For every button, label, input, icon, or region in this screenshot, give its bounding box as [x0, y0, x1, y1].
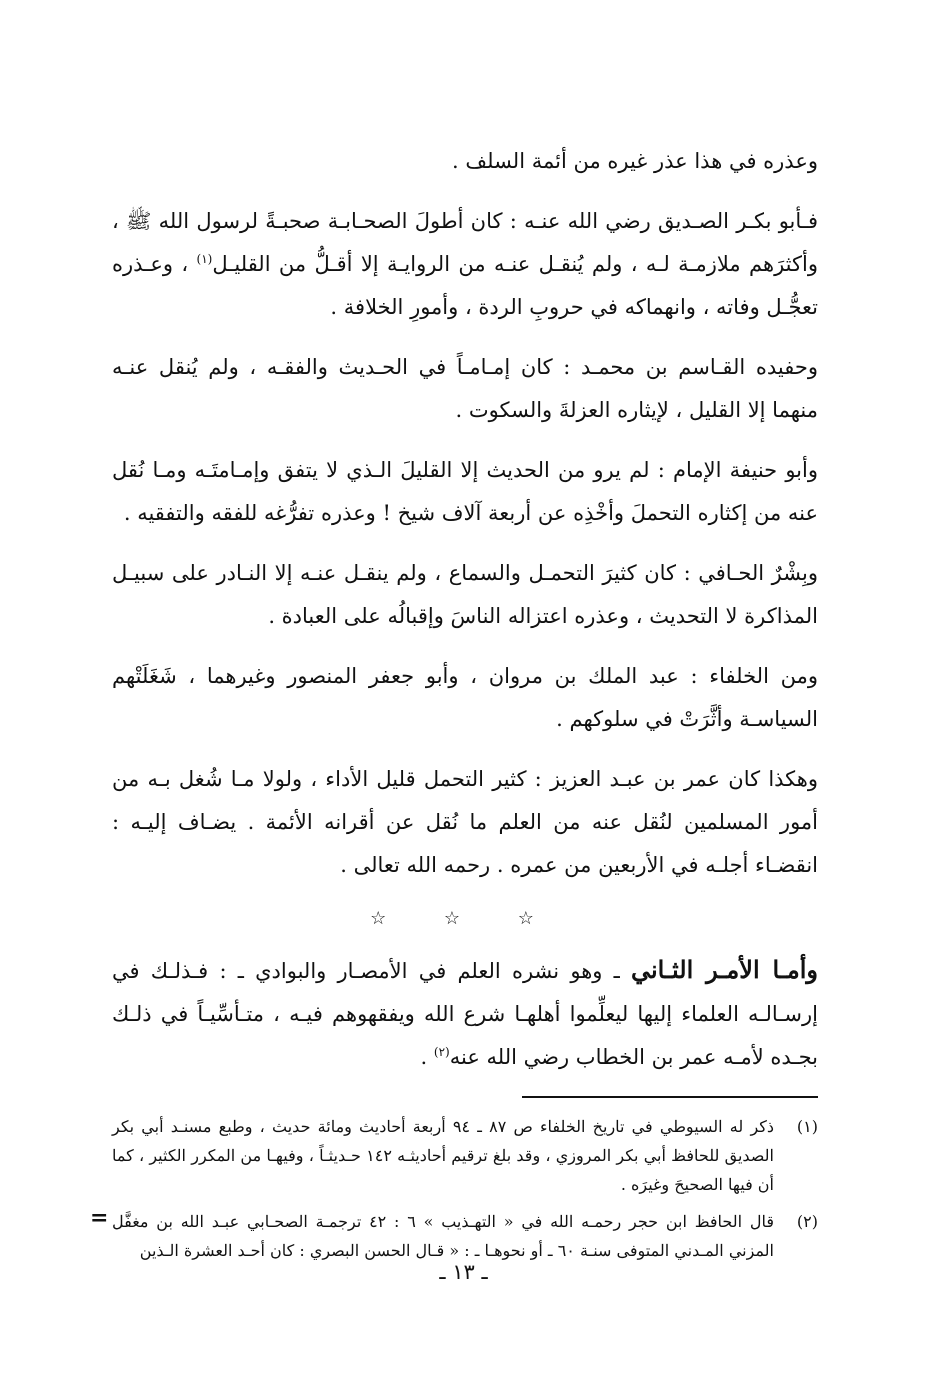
footnote-number: (١): [796, 1116, 818, 1136]
footnote-number: (٢): [796, 1211, 818, 1231]
paragraph-text: فـأبو بكـر الصـديق رضي الله عنـه : كان أطولَ الصحـابـة صحبـةً لرسول الله ﷺ ، وأكثرَهم ملازمـة لـه ، ولم يُنقـل عنـه من الروايـة إلا أقـلُّ من القليـل: [112, 209, 818, 276]
paragraph-text: .: [420, 1045, 434, 1069]
paragraph-text: ـ وهو نشره العلم في الأمصـار والبوادي ـ : فـذلـك في إرسـالـه العلماء إليها ليعلِّموا أهلهـا شرع الله ويفقهوهم فيـه ، متـأسِّيـاً في ذلـك بجـده لأمـه عمر بن الخطاب رضي الله عنه: [112, 959, 818, 1069]
paragraph-text: ، وعـذره تعجُّـل وفاته ، وانهماكه في حروبِ الردة ، وأمورِ الخلافة .: [112, 252, 818, 319]
footnote-divider: [522, 1096, 818, 1098]
paragraph-bishr: وبِشْرٌ الحـافي : كان كثيرَ التحمـل والسماع ، ولم ينقـل عنـه إلا النـادر على سبيـل المذاكرة لا التحديث ، وعذره اعتزاله الناسَ وإقبالُه على العبادة .: [112, 561, 818, 628]
page-number: ـ ١٣ ـ: [439, 1260, 488, 1284]
paragraph-lead: وأمـا الأمـر الثـاني: [631, 955, 818, 984]
paragraph-caliphs: ومن الخلفاء : عبد الملك بن مروان ، وأبو جعفر المنصور وغيرهما ، شَغَلَتْهم السياسـة وأثَّرَتْ في سلوكهم .: [112, 664, 818, 731]
footnotes: [112, 1112, 818, 1265]
section-separator: ☆ ☆ ☆: [370, 908, 560, 929]
paragraph-abu-hanifa: وأبو حنيفة الإمام : لم يرو من الحديث إلا القليلَ الـذي لا يتفق وإمـامتَـه ومـا نُقل عنه من إكثاره التحملَ وأخْذِه عن أربعة آلاف شيخ ! وعذره تفرُّغه للفقه والتفقيه .: [112, 458, 818, 525]
paragraph-intro: وعذره في هذا عذر غيره من أئمة السلف .: [452, 149, 818, 173]
continuation-mark: =: [90, 1205, 109, 1231]
paragraph-second-matter: [112, 948, 818, 1079]
paragraph-umar: وهكذا كان عمر بن عبـد العزيز : كثير التحمل قليل الأداء ، ولولا مـا شُغل بـه من أمور المسلمين لنُقل عنه من العلم ما نُقل عن أقرانه الأئمة . يضـاف إليـه : انقضـاء أجلـه في الأربعين من عمره . رحمه الله تعالى .: [112, 767, 818, 877]
paragraph-abu-bakr: [112, 200, 818, 329]
footnote-text: قال الحافظ ابن حجر رحمـه الله في « التهـذيب » ٦ : ٤٢ ترجمـة الصحـابي عبـد الله بن مغفَّل المزني المـدني المتوفى سنـة ٦٠ ـ أو نحوهـا ـ : « قـال الحسن البصري : كان أحـد العشرة الـذين: [112, 1211, 774, 1260]
footnote-ref-1[interactable]: (١): [196, 252, 213, 266]
footnote-2: [112, 1207, 818, 1265]
page-body: [112, 140, 818, 1273]
footnote-1: [112, 1112, 818, 1199]
paragraph-qasim: وحفيده القـاسم بن محمـد : كان إمـامـاً في الحـديث والفقـه ، ولم يُنقل عنـه منهما إلا القليل ، لإيثاره العزلةَ والسكوت .: [112, 355, 818, 422]
footnote-text: ذكر له السيوطي في تاريخ الخلفاء ص ٨٧ ـ ٩٤ أربعة أحاديث ومائة حديث ، وطبع مسنـد أبي بكر الصديق للحافظ أبي بكر المروزي ، وقد بلغ ترقيم أحاديثـه ١٤٢ حـديثـاً ، وفيهـا من المكرر الكثير ، كما أن فيها الصحيحَ وغيرَه .: [112, 1116, 775, 1194]
footnote-ref-2[interactable]: (٢): [433, 1045, 450, 1059]
